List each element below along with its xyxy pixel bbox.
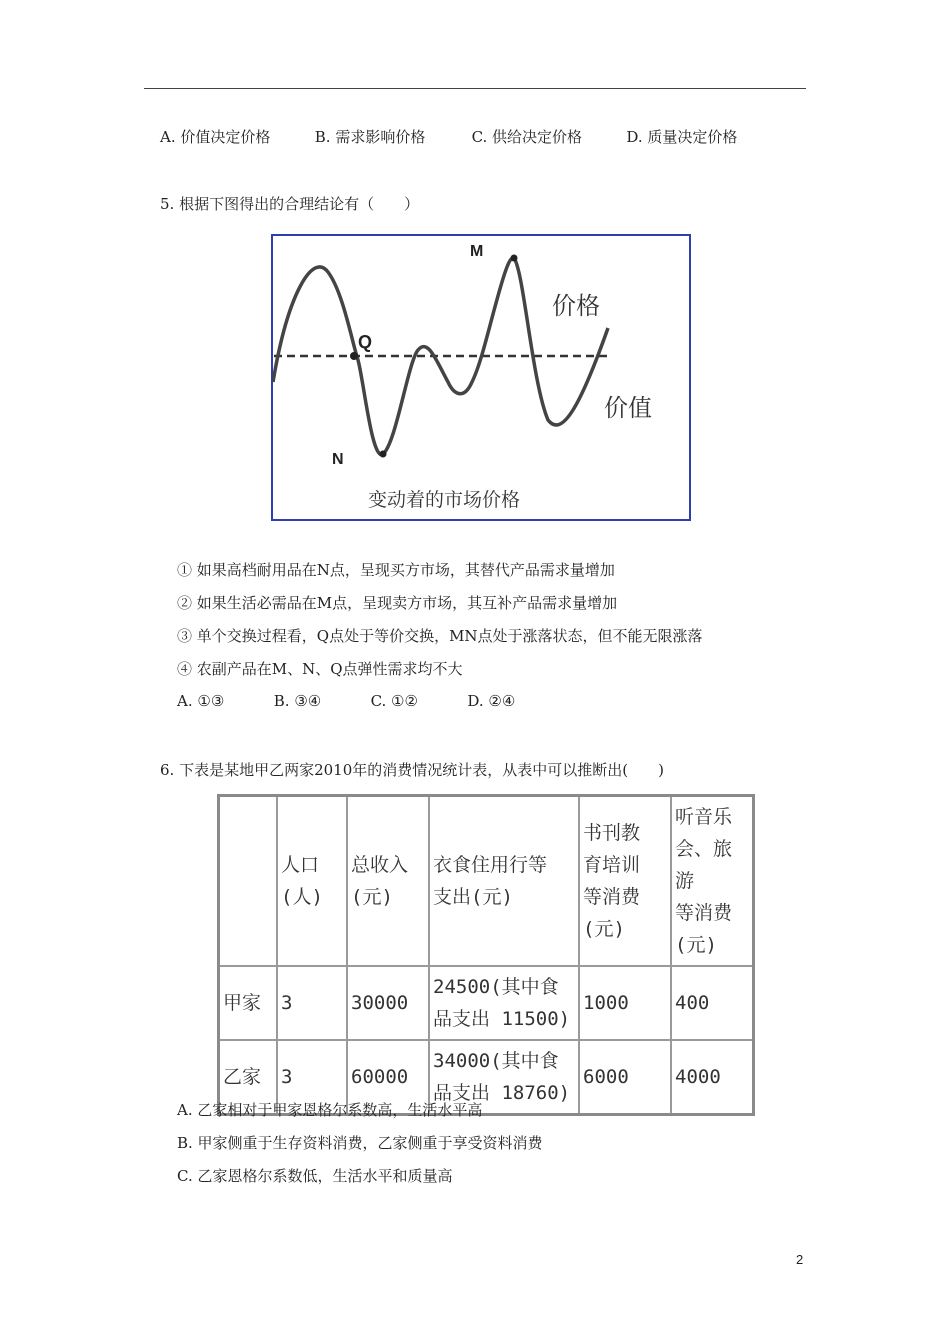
consumption-table bbox=[217, 794, 755, 1116]
q5-options bbox=[177, 692, 515, 710]
q6-option-a[interactable]: A. 乙家相对于甲家恩格尔系数高，生活水平高 bbox=[177, 1101, 483, 1119]
q5-option-b[interactable]: B. ③④ bbox=[273, 692, 322, 710]
q5-statement-4: ④ 农副产品在M、N、Q点弹性需求均不大 bbox=[177, 660, 463, 678]
figure-frame bbox=[272, 235, 690, 520]
table-header-cell: 人口 (人) bbox=[277, 796, 347, 967]
q5-statement-3: ③ 单个交换过程看，Q点处于等价交换，MN点处于涨落状态，但不能无限涨落 bbox=[177, 627, 703, 645]
q4-option-d[interactable]: D. 质量决定价格 bbox=[626, 128, 738, 146]
table-cell: 1000 bbox=[579, 966, 671, 1040]
table-cell: 30000 bbox=[347, 966, 429, 1040]
page-number: 2 bbox=[796, 1252, 804, 1267]
table-row bbox=[219, 966, 754, 1040]
q4-option-a[interactable]: A. 价值决定价格 bbox=[160, 128, 271, 146]
table-cell: 3 bbox=[277, 1040, 347, 1115]
q5-stem: 5. 根据下图得出的合理结论有（ ） bbox=[160, 195, 420, 213]
label-price: 价格 bbox=[552, 292, 600, 320]
label-value: 价值 bbox=[604, 394, 652, 422]
label-q: Q bbox=[358, 332, 373, 352]
q5-statement-1: ① 如果高档耐用品在N点，呈现买方市场，其替代产品需求量增加 bbox=[177, 561, 615, 579]
q4-option-b[interactable]: B. 需求影响价格 bbox=[314, 128, 426, 146]
table-cell: 400 bbox=[671, 966, 754, 1040]
q6-option-c[interactable]: C. 乙家恩格尔系数低，生活水平和质量高 bbox=[177, 1167, 453, 1185]
table-header-cell bbox=[219, 796, 278, 967]
table-header-cell: 总收入 (元) bbox=[347, 796, 429, 967]
q6-option-b[interactable]: B. 甲家侧重于生存资料消费，乙家侧重于享受资料消费 bbox=[177, 1134, 543, 1152]
point-m bbox=[511, 255, 518, 262]
q4-option-c[interactable]: C. 供给决定价格 bbox=[471, 128, 583, 146]
table-cell: 24500(其中食 品支出 11500) bbox=[429, 966, 579, 1040]
table-cell: 60000 bbox=[347, 1040, 429, 1115]
q5-statement-2: ② 如果生活必需品在M点，呈现卖方市场，其互补产品需求量增加 bbox=[177, 594, 618, 612]
table-cell: 6000 bbox=[579, 1040, 671, 1115]
q4-options bbox=[160, 126, 737, 147]
point-n bbox=[380, 451, 387, 458]
table-header-row bbox=[219, 796, 754, 967]
q5-option-c[interactable]: C. ①② bbox=[370, 692, 418, 710]
table-cell: 乙家 bbox=[219, 1040, 278, 1115]
q5-option-a[interactable]: A. ①③ bbox=[177, 692, 225, 710]
header-rule bbox=[144, 88, 806, 89]
table-cell: 34000(其中食 品支出 18760) bbox=[429, 1040, 579, 1115]
table-cell: 甲家 bbox=[219, 966, 278, 1040]
table-header-cell: 衣食住用行等 支出(元) bbox=[429, 796, 579, 967]
price-value-figure bbox=[268, 232, 694, 524]
point-q bbox=[350, 352, 358, 360]
table-header-cell: 书刊教 育培训 等消费 (元) bbox=[579, 796, 671, 967]
label-m: M bbox=[470, 243, 484, 260]
table-header-cell: 听音乐 会、旅游 等消费 (元) bbox=[671, 796, 754, 967]
q5-option-d[interactable]: D. ②④ bbox=[467, 692, 516, 710]
figure-caption: 变动着的市场价格 bbox=[368, 489, 521, 511]
label-n: N bbox=[332, 451, 344, 468]
q6-stem: 6. 下表是某地甲乙两家2010年的消费情况统计表，从表中可以推断出( ) bbox=[160, 761, 664, 779]
table-cell: 3 bbox=[277, 966, 347, 1040]
table-cell: 4000 bbox=[671, 1040, 754, 1115]
